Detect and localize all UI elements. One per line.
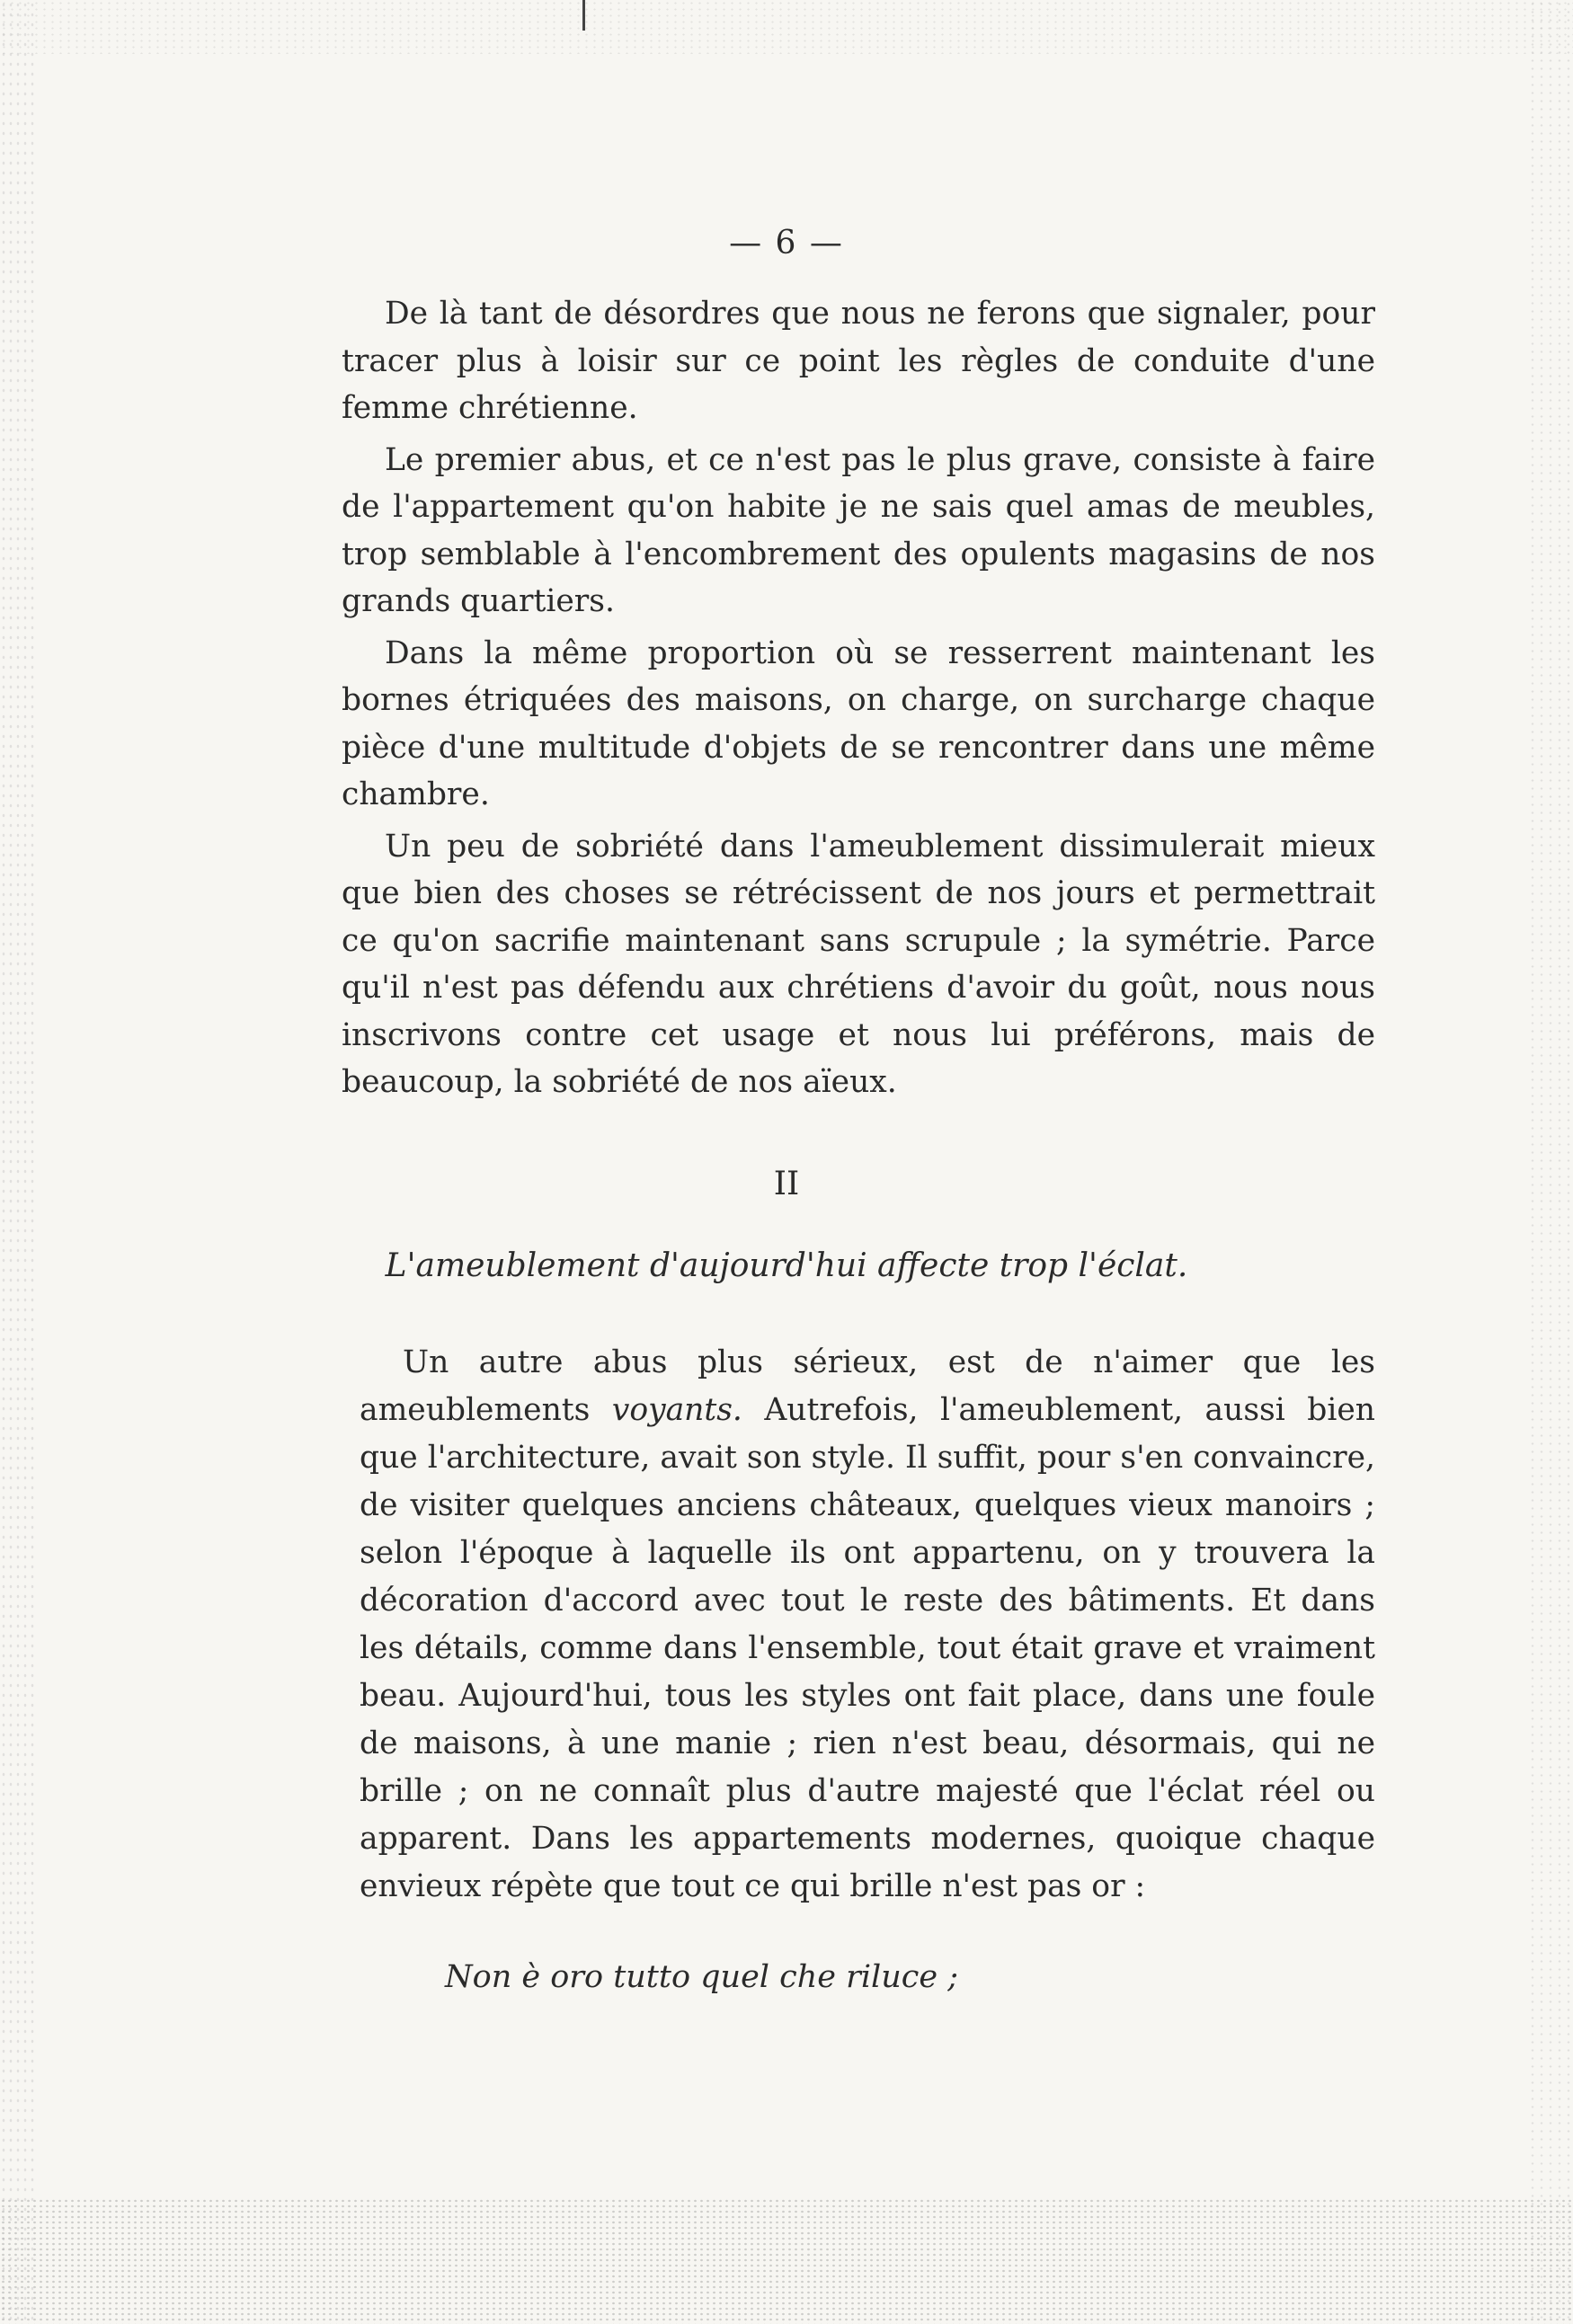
- italian-quote: Non è oro tutto quel che riluce ;: [445, 1959, 958, 1995]
- paragraph-5: [360, 1339, 1375, 1911]
- paragraph-5-start: Un autre abus plus sérieux, est de n'aimer que les ameublements: [360, 1344, 1375, 1428]
- body-section-1: [342, 290, 1375, 1106]
- body-section-2: [360, 1339, 1375, 1911]
- paragraph-3: Dans la même proportion où se resserrent maintenant les bornes étriquées des maisons, on charge, on surcharge chaque pièce d'une multitude d'objets de se rencontrer dans une même chambre.: [342, 634, 1375, 812]
- scan-noise-bottom: [0, 2198, 1573, 2324]
- paragraph-4: Un peu de sobriété dans l'ameublement dissimulerait mieux que bien des choses se rétrécissent de nos jours et permettrait ce qu'on sacrifie maintenant sans scrupule ; la symétrie. Parce qu'il n'est pas défendu aux chrétiens d'avoir du goût, nous nous inscrivons contre cet usage et nous lui préférons, mais de beaucoup, la sobriété de nos aïeux.: [342, 828, 1375, 1100]
- paragraph-2: Le premier abus, et ce n'est pas le plus grave, consiste à faire de l'appartement qu'on habite je ne sais quel amas de meubles, trop semblable à l'encombrement des opulents magasins de nos grands quartiers.: [342, 441, 1375, 619]
- paragraph-1: De là tant de désordres que nous ne ferons que signaler, pour tracer plus à loisir sur ce point les règles de conduite d'une femme chrétienne.: [342, 296, 1375, 426]
- section-title: L'ameublement d'aujourd'hui affecte trop l'éclat.: [385, 1247, 1188, 1284]
- paragraph-5-rest: Autrefois, l'ameublement, aussi bien que l'architecture, avait son style. Il suffit, pour s'en convaincre, de visiter quelques anciens châteaux, quelques vieux manoirs ; selon l'époque à laquelle ils ont appartenu, on y trouvera la décoration d'accord avec tout le reste des bâtiments. Et dans les détails, comme dans l'ensemble, tout était grave et vraiment beau. Aujourd'hui, tous les styles ont fait place, dans une foule de maisons, à une manie ; rien n'est beau, désormais, qui ne brille ; on ne connaît plus d'autre majesté que l'éclat réel ou apparent. Dans les appartements modernes, quoique chaque envieux répète que tout ce qui brille n'est pas or :: [360, 1392, 1376, 1904]
- scan-noise-left: [0, 0, 36, 2324]
- scan-mark: [582, 0, 585, 31]
- section-number: II: [773, 1166, 800, 1202]
- page-number: — 6 —: [729, 225, 844, 262]
- scan-noise-top: [0, 0, 1573, 54]
- scan-noise-right: [1528, 0, 1573, 2324]
- emphasis-voyants: voyants.: [611, 1392, 742, 1428]
